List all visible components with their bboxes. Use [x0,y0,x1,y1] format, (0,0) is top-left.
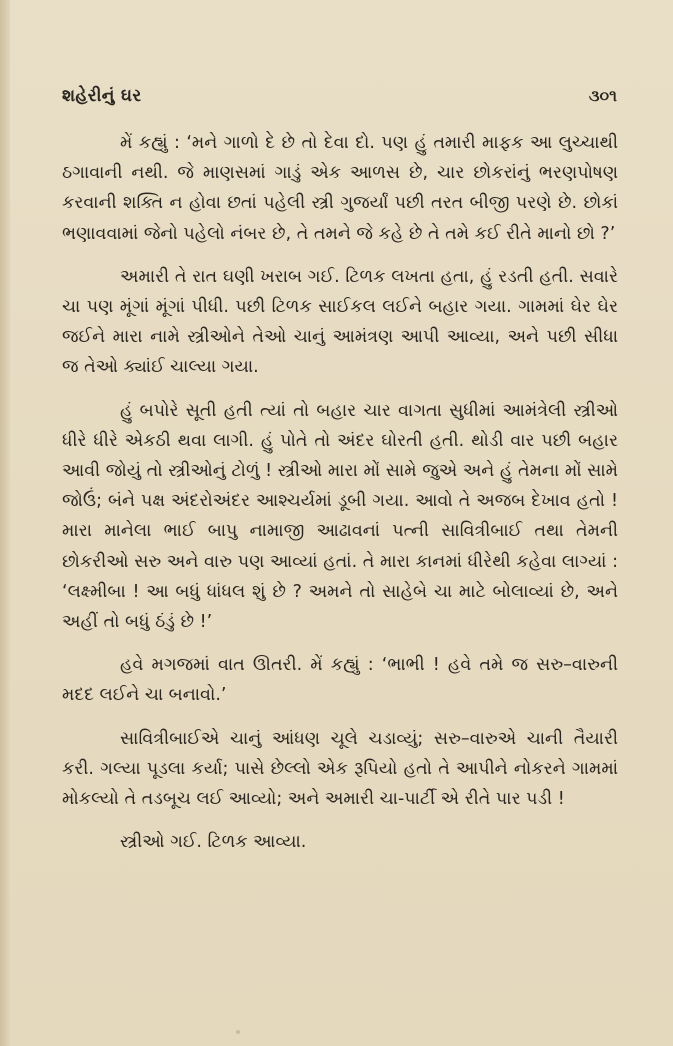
paper-smudge [236,1030,240,1034]
paragraph: મેં કહ્યું : ‘મને ગાળો દે છે તો દેવા દો. પણ હું તમારી માફક આ લુચ્ચાથી ઠગાવાની નથી. જે માણસમાં ગાડું એક આળસ છે, ચાર છોકરાંનું ભરણપોષણ કરવાની શક્તિ ન હોવા છતાં પહેલી સ્ત્રી ગુજર્યાં પછી તરત બીજી પરણે છે. છોકાં ભણાવવામાં જેનો પહેલો નંબર છે, તે તમને જે કહે છે તે તમે કઈ રીતે માનો છો ?’ [62,133,618,244]
paragraph: સ્ત્રીઓ ગઈ. ટિળક આવ્યા. [120,832,307,853]
paragraph: અમારી તે રાત ઘણી ખરાબ ગઈ. ટિળક લખતા હતા, હું રડતી હતી. સવારે ચા પણ મૂંગાં મૂંગાં પીધી. પછી ટિળક સાઈકલ લઈને બહાર ગયા. ગામમાં ઘેર ઘેર જઈને મારા નામે સ્ત્રીઓને તેઓ ચાનું આમંત્રણ આપી આવ્યા, અને પછી સીધા જ તેઓ ક્યાંઈ ચાલ્યા ગયા. [62,266,618,378]
page-number: ૩૦૧ [588,86,617,105]
paragraph: સાવિત્રીબાઈએ ચાનું આંધણ ચૂલે ચડાવ્યું; સરુ–વારુએ ચાની તૈયારી કરી. ગલ્યા પૂડલા કર્યા; પાસે છેલ્લો એક રૂપિયો હતો તે આપીને નોકરને ગામમાં મોકલ્યો તે તડબૂચ લઈ આવ્યો; અને અમારી ચા-પાર્ટી એ રીતે પાર પડી ! [62,728,618,810]
page-spine-edge [0,0,10,1046]
page-header [62,86,617,116]
paragraph: હું બપોરે સૂતી હતી ત્યાં તો બહાર ચાર વાગતા સુધીમાં આમંત્રેલી સ્ત્રીઓ ધીરે ધીરે એકઠી થવા લાગી. હું પોતે તો અંદર ઘોરતી હતી. થોડી વાર પછી બહાર આવી જોયું તો સ્ત્રીઓનું ટોળું ! સ્ત્રીઓ મારા મોં સામે જુએ અને હું તેમના મોં સામે જોઉં; બંને પક્ષ અંદરોઅંદર આશ્ચર્યમાં ડૂબી ગયા. આવો તે અજબ દેખાવ હતો ! મારા માનેલા ભાઈ બાપુ નામાજી આઢાવનાં પત્ની સાવિત્રીબાઈ તથા તેમની છોકરીઓ સરુ અને વારુ પણ આવ્યાં હતાં. તે મારા કાનમાં ધીરેથી કહેવા લાગ્યાં : ‘લક્ષ્મીબા ! આ બધું ધાંધલ શું છે ? અમને તો સાહેબે ચા માટે બોલાવ્યાં છે, અને અહીં તો બધું ઠંડું છે !’ [62,400,618,633]
paragraph: હવે મગજમાં વાત ઊતરી. મેં કહ્યું : ‘ભાભી ! હવે તમે જ સરુ–વારુની મદદ લઈને ચા બનાવો.’ [62,655,618,706]
body-text [62,128,618,857]
running-title: શહેરીનું ઘર [62,86,142,106]
